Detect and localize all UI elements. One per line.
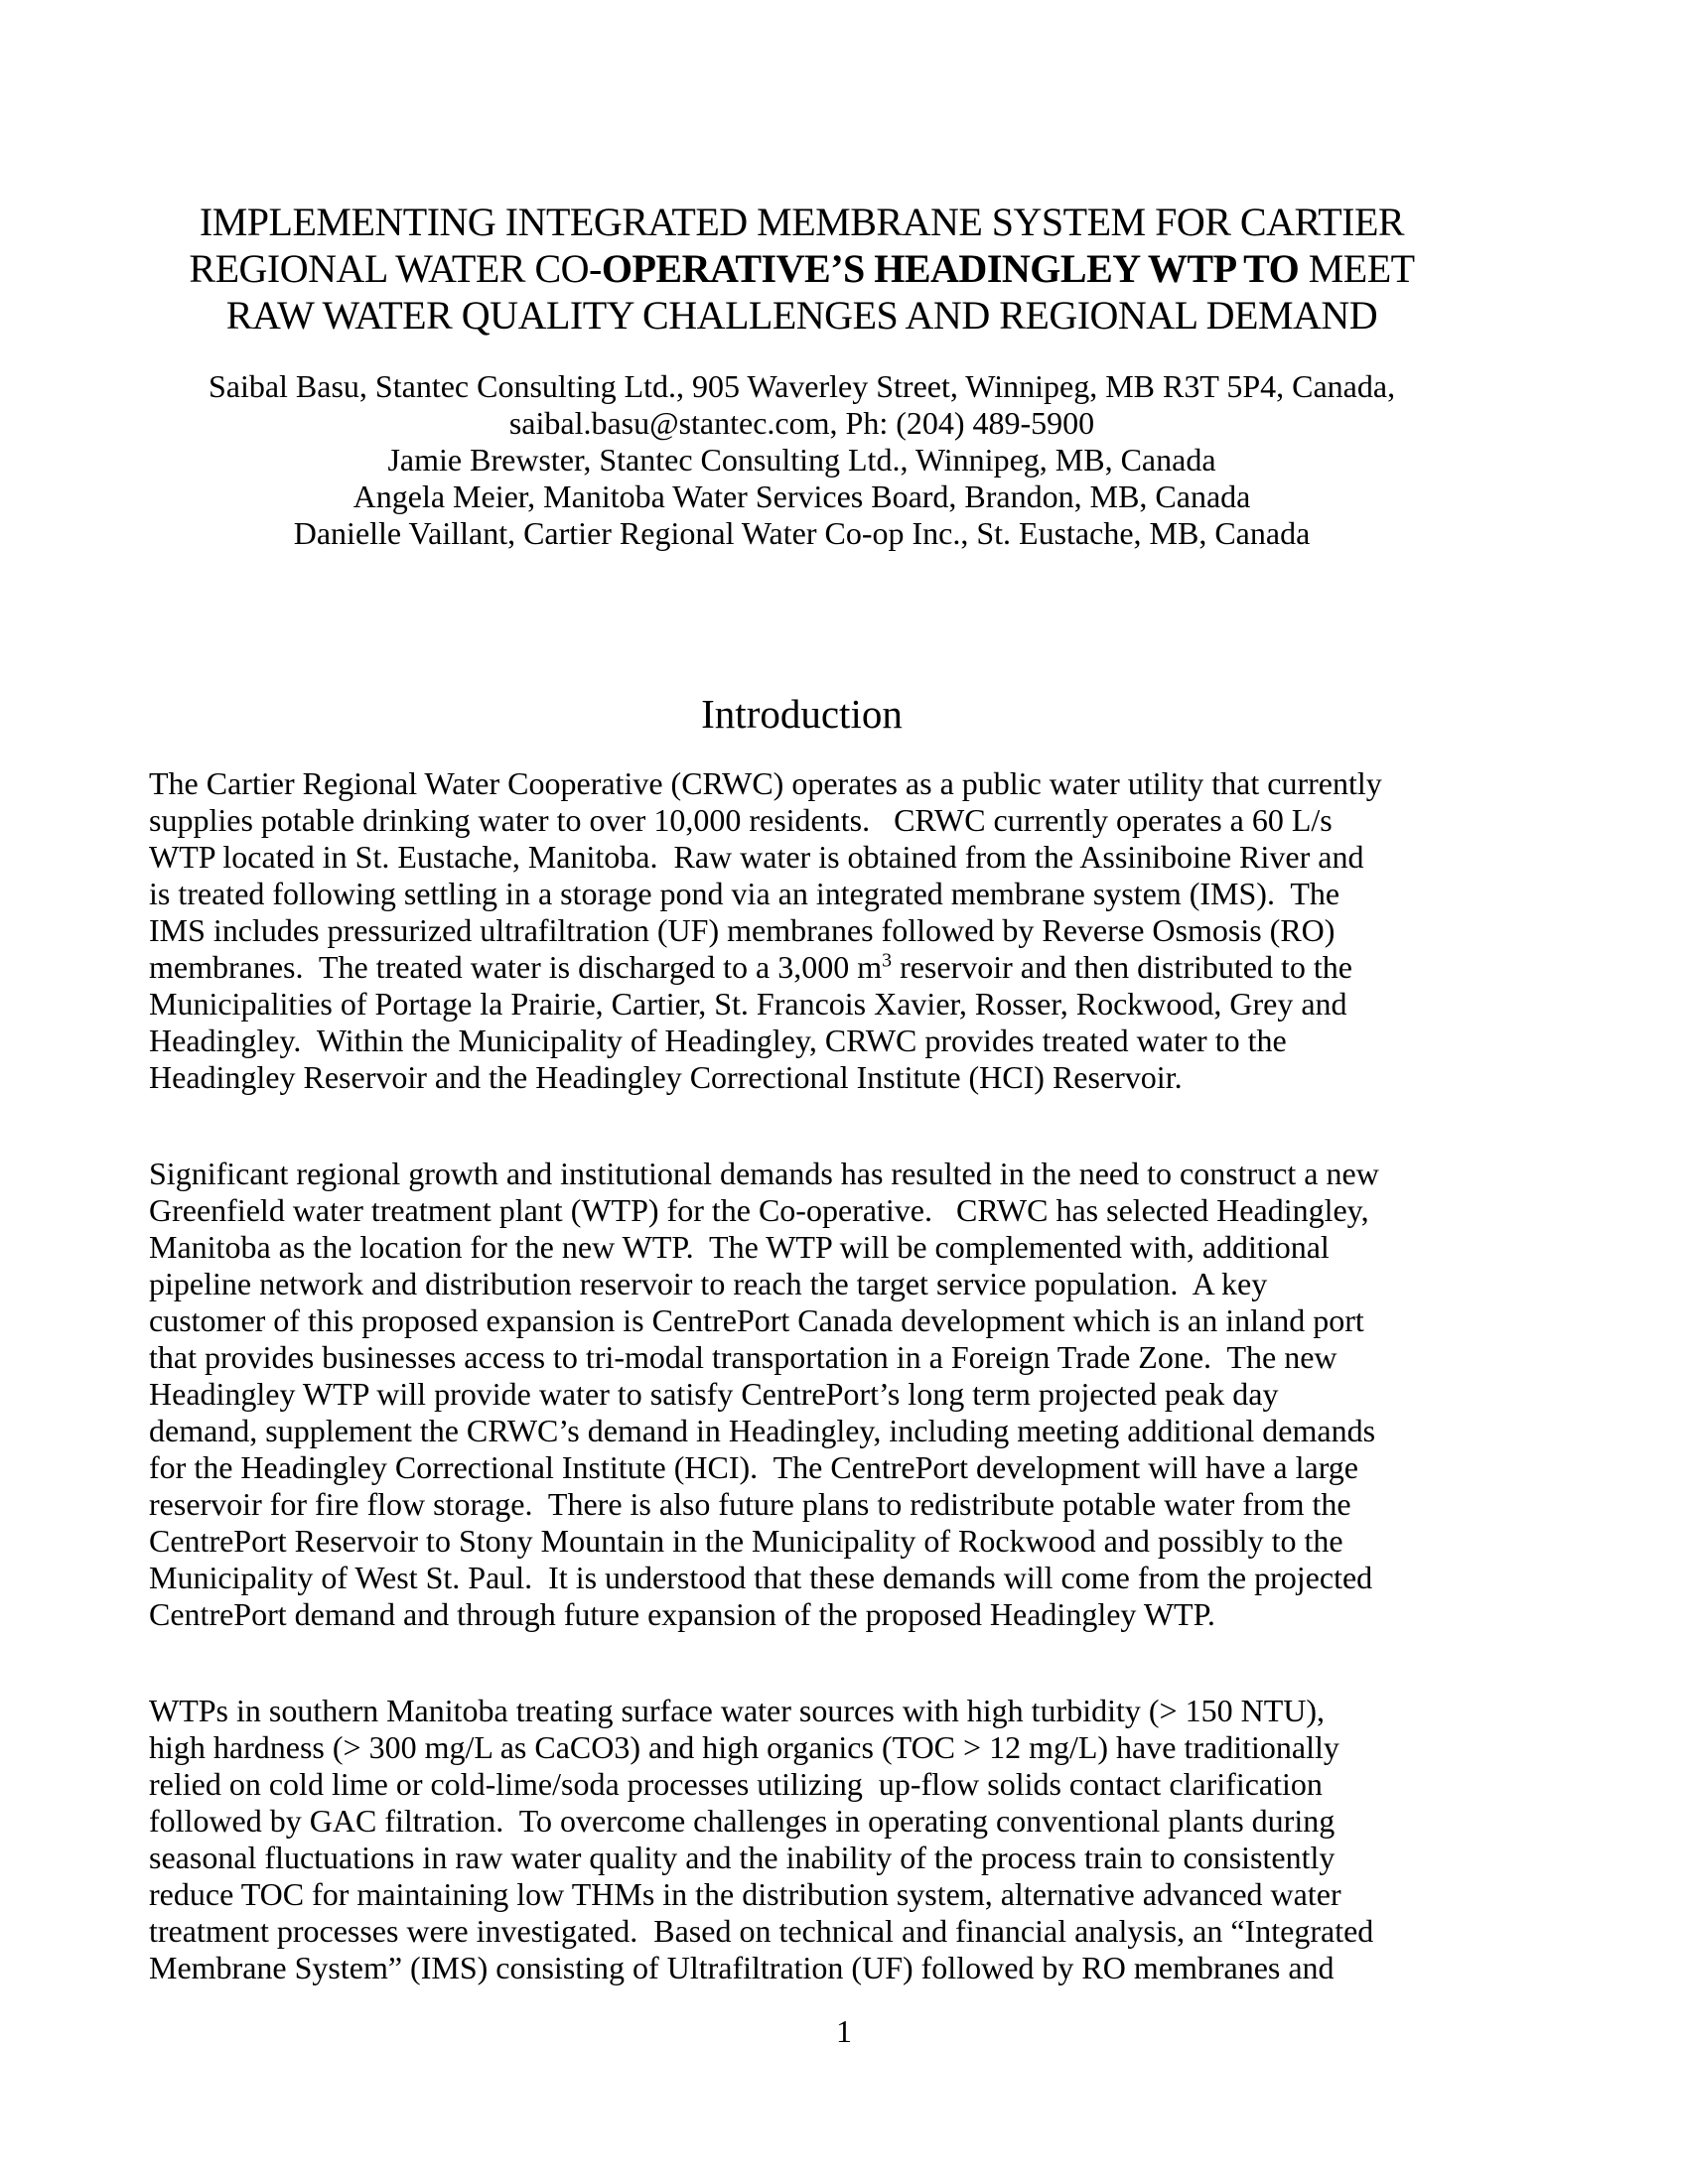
paragraph-line: Headingley. Within the Municipality of Headingley, CRWC provides treated water to the	[149, 1023, 1287, 1058]
title-line-3: RAW WATER QUALITY CHALLENGES AND REGIONAL DEMAND	[225, 293, 1378, 338]
paragraph-line: supplies potable drinking water to over 10,000 residents. CRWC currently operates a 60 L/s	[149, 802, 1333, 838]
paragraph-line: Manitoba as the location for the new WTP. The WTP will be complemented with, additional	[149, 1229, 1330, 1265]
author-line-3: Jamie Brewster, Stantec Consulting Ltd., Winnipeg, MB, Canada	[387, 442, 1216, 478]
paragraph-line: treatment processes were investigated. Based on technical and financial analysis, an “Integrated	[149, 1913, 1374, 1949]
paragraph-line: Membrane System” (IMS) consisting of Ultrafiltration (UF) followed by RO membranes and	[149, 1950, 1335, 1985]
paragraph-line: Significant regional growth and institutional demands has resulted in the need to construct a new	[149, 1156, 1379, 1191]
page-content	[149, 199, 1455, 1986]
paragraph-line: WTPs in southern Manitoba treating surface water sources with high turbidity (> 150 NTU),	[149, 1693, 1325, 1728]
cubic-meter-superscript: 3	[882, 949, 893, 972]
paragraph-line: CentrePort Reservoir to Stony Mountain in the Municipality of Rockwood and possibly to the	[149, 1523, 1343, 1559]
paragraph-line: The Cartier Regional Water Cooperative (CRWC) operates as a public water utility that currently	[149, 765, 1382, 801]
paper-title	[149, 199, 1455, 339]
paragraph-line: Greenfield water treatment plant (WTP) for the Co-operative. CRWC has selected Headingley,	[149, 1192, 1369, 1228]
author-line-4: Angela Meier, Manitoba Water Services Board, Brandon, MB, Canada	[352, 478, 1251, 514]
paragraph-line-segment: reservoir and then distributed to the	[892, 949, 1352, 985]
paragraph-line: Headingley Reservoir and the Headingley Correctional Institute (HCI) Reservoir.	[149, 1059, 1183, 1095]
paragraph-line: seasonal fluctuations in raw water quality and the inability of the process train to consistently	[149, 1840, 1336, 1875]
paragraph-line: high hardness (> 300 mg/L as CaCO3) and high organics (TOC > 12 mg/L) have traditionally	[149, 1729, 1339, 1765]
paragraph-line: reservoir for fire flow storage. There is also future plans to redistribute potable water from the	[149, 1486, 1351, 1522]
paragraph-line: CentrePort demand and through future expansion of the proposed Headingley WTP.	[149, 1596, 1215, 1632]
paragraph-line: pipeline network and distribution reservoir to reach the target service population. A key	[149, 1266, 1268, 1301]
paragraph-line: relied on cold lime or cold-lime/soda processes utilizing up-flow solids contact clarification	[149, 1766, 1323, 1802]
intro-paragraph-3	[149, 1693, 1455, 1986]
paragraph-line	[149, 949, 1455, 986]
paragraph-line-segment: membranes. The treated water is discharged to a 3,000 m	[149, 949, 883, 985]
page-number: 1	[836, 2013, 852, 2049]
paragraph-line: that provides businesses access to tri-modal transportation in a Foreign Trade Zone. The new	[149, 1339, 1337, 1375]
author-block	[149, 368, 1455, 552]
paragraph-line: is treated following settling in a storage pond via an integrated membrane system (IMS). The	[149, 876, 1340, 911]
intro-paragraph-1	[149, 765, 1455, 1096]
paragraph-line: Municipality of West St. Paul. It is understood that these demands will come from the projected	[149, 1560, 1373, 1595]
title-line-2	[149, 245, 1455, 292]
author-line-2: saibal.basu@stantec.com, Ph: (204) 489-5900	[508, 405, 1095, 441]
paragraph-line: for the Headingley Correctional Institute (HCI). The CentrePort development will have a large	[149, 1449, 1358, 1485]
intro-paragraph-2	[149, 1156, 1455, 1633]
paragraph-line: Headingley WTP will provide water to satisfy CentrePort’s long term projected peak day	[149, 1376, 1279, 1412]
paragraph-line: demand, supplement the CRWC’s demand in Headingley, including meeting additional demands	[149, 1413, 1376, 1448]
paragraph-line: reduce TOC for maintaining low THMs in the distribution system, alternative advanced water	[149, 1876, 1341, 1912]
title-line-1: IMPLEMENTING INTEGRATED MEMBRANE SYSTEM FOR CARTIER	[199, 200, 1405, 244]
title-line-2-end: MEET	[1299, 246, 1415, 291]
author-line-5: Danielle Vaillant, Cartier Regional Water Co-op Inc., St. Eustache, MB, Canada	[293, 515, 1311, 551]
section-heading-introduction: Introduction	[701, 691, 903, 737]
author-line-1: Saibal Basu, Stantec Consulting Ltd., 905 Waverley Street, Winnipeg, MB R3T 5P4, Canada,	[208, 368, 1396, 404]
title-line-2-regular: REGIONAL WATER CO-	[189, 246, 602, 291]
paragraph-line: WTP located in St. Eustache, Manitoba. Raw water is obtained from the Assiniboine River and	[149, 839, 1364, 875]
paragraph-line: Municipalities of Portage la Prairie, Cartier, St. Francois Xavier, Rosser, Rockwood, Grey and	[149, 986, 1347, 1022]
paragraph-line: followed by GAC filtration. To overcome challenges in operating conventional plants during	[149, 1803, 1336, 1839]
title-line-2-bold-segment: OPERATIVE’S HEADINGLEY WTP TO	[601, 246, 1300, 291]
paragraph-line: customer of this proposed expansion is CentrePort Canada development which is an inland port	[149, 1302, 1364, 1338]
paragraph-line: IMS includes pressurized ultrafiltration (UF) membranes followed by Reverse Osmosis (RO)	[149, 912, 1336, 948]
